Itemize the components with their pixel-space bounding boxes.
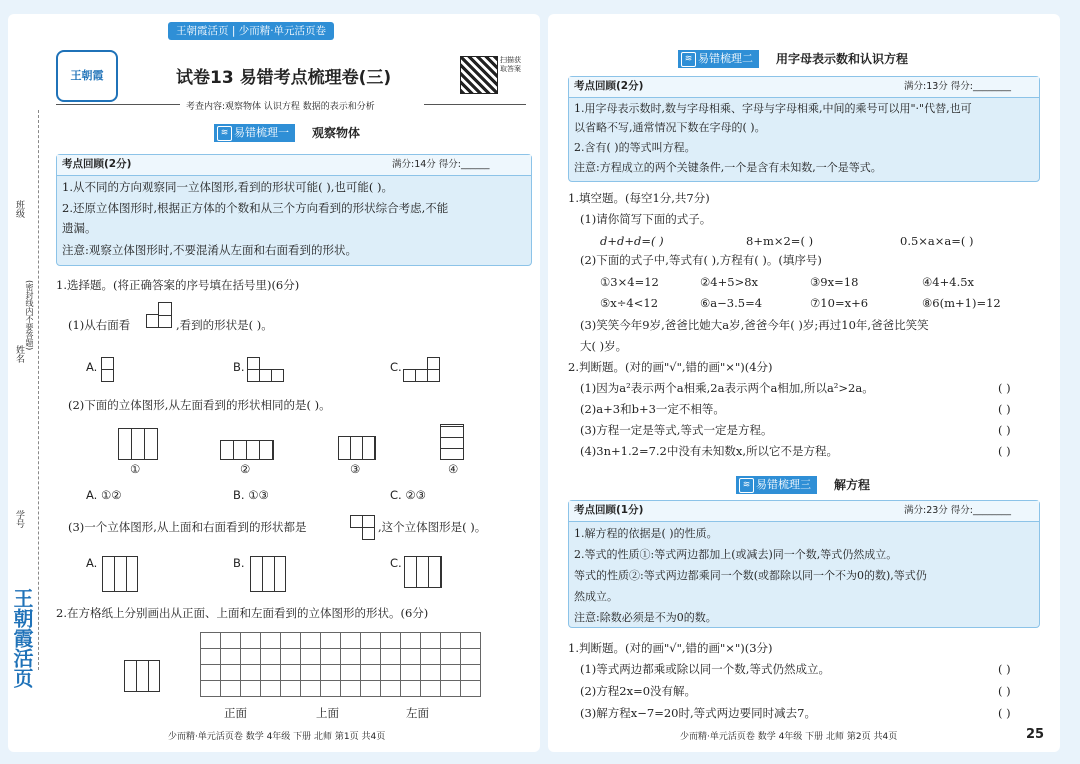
q1-1-figure-cube xyxy=(158,302,172,316)
qr-code-icon xyxy=(460,56,498,94)
judge2-answer-2[interactable]: ( ) xyxy=(998,684,1011,698)
review1-head: 考点回顾(2分) xyxy=(62,158,132,170)
header-banner: 王朝霞活页 | 少而精·单元活页卷 xyxy=(168,22,334,40)
eq-6: ⑥a−3.5=4 xyxy=(700,296,763,310)
left-footer: 少而精·单元活页卷 数学 4年级 下册 北师 第1页 共4页 xyxy=(168,732,386,742)
right-footer: 少而精·单元活页卷 数学 4年级 下册 北师 第2页 共4页 xyxy=(680,732,898,742)
question-1-1b: ,看到的形状是( )。 xyxy=(176,318,273,332)
section3-tag xyxy=(736,476,817,494)
drawing-grid[interactable] xyxy=(200,632,481,697)
side-label-name: 姓名 xyxy=(14,345,24,363)
review3-line-2: 2.等式的性质①:等式两边都加上(或减去)同一个数,等式仍然成立。 xyxy=(574,548,898,561)
review-box-3 xyxy=(568,500,1040,628)
review1-line-3: 遗漏。 xyxy=(62,221,97,235)
judge2-item-3: (3)解方程x−7=20时,等式两边要同时减去7。 xyxy=(580,706,816,720)
brand-vertical: 王朝霞活页 xyxy=(10,588,34,688)
review3-note: 注意:除数必须是不为0的数。 xyxy=(574,611,717,624)
question-1: 1.选择题。(将正确答案的序号填在括号里)(6分) xyxy=(56,278,300,292)
subtitle: 考查内容:观察物体 认识方程 数据的表示和分析 xyxy=(186,102,375,112)
fill-1-item-2[interactable]: 8+m×2=( ) xyxy=(746,234,814,248)
q2-figure xyxy=(124,660,160,692)
q1-2-option-c[interactable]: C. ②③ xyxy=(390,488,426,502)
q1-3-option-b[interactable]: B. xyxy=(233,556,245,570)
review1-line-2: 2.还原立体图形时,根据正方体的个数和从三个方向看到的形状综合考虑,不能 xyxy=(62,201,449,215)
judge2-answer-1[interactable]: ( ) xyxy=(998,662,1011,676)
review1-note: 注意:观察立体图形时,不要混淆从左面和右面看到的形状。 xyxy=(62,243,358,257)
review3-line-1: 1.解方程的依据是( )的性质。 xyxy=(574,527,718,540)
section3-title: 解方程 xyxy=(834,478,871,492)
fill-3b: 大( )岁。 xyxy=(580,339,628,353)
logo-text: 王朝霞 xyxy=(70,69,104,82)
section2-icon: ≋ xyxy=(681,52,696,67)
subtitle-line-right xyxy=(424,104,526,105)
review3-line-3: 等式的性质②:等式两边都乘同一个数(或都除以同一个不为0的数),等式仍 xyxy=(574,569,927,582)
review3-head: 考点回顾(1分) xyxy=(574,504,644,516)
fill-3: (3)笑笑今年9岁,爸爸比她大a岁,爸爸今年( )岁;再过10年,爸爸比笑笑 xyxy=(580,318,929,332)
eq-5: ⑤x÷4<12 xyxy=(600,296,659,310)
q1-2-option-a[interactable]: A. ①② xyxy=(86,488,122,502)
eq-8: ⑧6(m+1)=12 xyxy=(922,296,1001,310)
review2-note: 注意:方程成立的两个关键条件,一个是含有未知数,一个是等式。 xyxy=(574,161,882,174)
fill-title: 1.填空题。(每空1分,共7分) xyxy=(568,191,710,205)
judge-title: 2.判断题。(对的画"√",错的画"×")(4分) xyxy=(568,360,773,374)
q1-1-option-a[interactable]: A. xyxy=(86,360,98,374)
q1-1-figure-cube xyxy=(158,314,172,328)
question-1-1: (1)从右面看 xyxy=(68,318,131,332)
eq-3: ③9x=18 xyxy=(810,275,859,289)
eq-2: ②4+5>8x xyxy=(700,275,759,289)
section3-icon: ≋ xyxy=(739,478,754,493)
judge-answer-1[interactable]: ( ) xyxy=(998,381,1011,395)
subtitle-line-left xyxy=(56,104,180,105)
grid-label-left: 左面 xyxy=(406,706,429,720)
q1-3-shape xyxy=(362,527,375,540)
fill-1-item-3[interactable]: 0.5×a×a=( ) xyxy=(900,234,974,248)
section2-title: 用字母表示数和认识方程 xyxy=(776,52,909,66)
eq-4: ④4+4.5x xyxy=(922,275,975,289)
q1-3-b-figure xyxy=(250,556,286,592)
section3-tag-label: 易错梳理三 xyxy=(756,478,811,491)
q1-2-figure-2 xyxy=(220,440,274,460)
section1-title: 观察物体 xyxy=(312,126,361,140)
judge-answer-2[interactable]: ( ) xyxy=(998,402,1011,416)
fill-2: (2)下面的式子中,等式有( ),方程有( )。(填序号) xyxy=(580,253,822,267)
q1-2-label-4: ④ xyxy=(448,462,459,476)
q1-3-option-c[interactable]: C. xyxy=(390,556,402,570)
q1-2-label-2: ② xyxy=(240,462,251,476)
review2-head: 考点回顾(2分) xyxy=(574,80,644,92)
question-2: 2.在方格纸上分别画出从正面、上面和左面看到的立体图形的形状。(6分) xyxy=(56,606,429,620)
binding-line xyxy=(38,110,39,670)
q1-1-a-shape xyxy=(101,369,114,382)
section2-tag-label: 易错梳理二 xyxy=(698,52,753,65)
question-1-2: (2)下面的立体图形,从左面看到的形状相同的是( )。 xyxy=(68,398,331,412)
judge-item-1: (1)因为a²表示两个a相乘,2a表示两个a相加,所以a²>2a。 xyxy=(580,381,874,395)
fill-1: (1)请你简写下面的式子。 xyxy=(580,212,712,226)
section1-icon: ≋ xyxy=(217,126,232,141)
logo-badge xyxy=(56,50,118,102)
review2-score: 满分:13分 得分:________ xyxy=(904,81,1012,92)
judge-item-4: (4)3n+1.2=7.2中没有未知数x,所以它不是方程。 xyxy=(580,444,839,458)
q1-2-option-b[interactable]: B. ①③ xyxy=(233,488,269,502)
q1-2-figure-4 xyxy=(440,424,464,460)
judge2-item-1: (1)等式两边都乘或除以同一个数,等式仍然成立。 xyxy=(580,662,830,676)
judge-answer-3[interactable]: ( ) xyxy=(998,423,1011,437)
q1-3-c-figure xyxy=(404,556,442,588)
side-label-number: 学号 xyxy=(14,510,24,528)
section1-tag-label: 易错梳理一 xyxy=(234,126,289,139)
review2-line-2: 以省略不写,通常情况下数在字母的( )。 xyxy=(574,121,766,134)
q1-1-b-shape xyxy=(271,369,284,382)
review1-score: 满分:14分 得分:______ xyxy=(392,159,490,170)
judge-item-3: (3)方程一定是等式,等式一定是方程。 xyxy=(580,423,773,437)
side-note: (密封线内不要答题) xyxy=(25,280,34,351)
paper-title: 试卷13 易错考点梳理卷(三) xyxy=(176,68,392,88)
review2-line-3: 2.含有( )的等式叫方程。 xyxy=(574,141,696,154)
q1-2-figure-1 xyxy=(118,428,158,460)
q1-1-option-c[interactable]: C. xyxy=(390,360,402,374)
side-label-class: 班级 xyxy=(14,200,24,218)
q1-3-a-figure xyxy=(102,556,138,592)
judge2-answer-3[interactable]: ( ) xyxy=(998,706,1011,720)
fill-1-item-1[interactable]: d+d+d=( ) xyxy=(600,234,664,248)
review2-line-1: 1.用字母表示数时,数与字母相乘、字母与字母相乘,中间的乘号可以用"·"代替,也可 xyxy=(574,102,972,115)
section1-tag xyxy=(214,124,295,142)
q1-2-label-1: ① xyxy=(130,462,141,476)
q1-1-c-shape xyxy=(427,369,440,382)
grid-label-front: 正面 xyxy=(224,706,247,720)
judge2-title: 1.判断题。(对的画"√",错的画"×")(3分) xyxy=(568,641,773,655)
q1-1-option-b[interactable]: B. xyxy=(233,360,245,374)
section2-tag xyxy=(678,50,759,68)
review1-line-1: 1.从不同的方向观察同一立体图形,看到的形状可能( ),也可能( )。 xyxy=(62,180,394,194)
eq-7: ⑦10=x+6 xyxy=(810,296,869,310)
grid-label-top: 上面 xyxy=(316,706,339,720)
eq-1: ①3×4=12 xyxy=(600,275,659,289)
judge2-item-2: (2)方程2x=0没有解。 xyxy=(580,684,697,698)
review3-line-4: 然成立。 xyxy=(574,590,618,603)
review3-score: 满分:23分 得分:________ xyxy=(904,505,1012,516)
q1-3-option-a[interactable]: A. xyxy=(86,556,98,570)
q1-2-label-3: ③ xyxy=(350,462,361,476)
question-1-3: (3)一个立体图形,从上面和右面看到的形状都是 xyxy=(68,520,307,534)
judge-item-2: (2)a+3和b+3一定不相等。 xyxy=(580,402,725,416)
question-1-3b: ,这个立体图形是( )。 xyxy=(378,520,487,534)
judge-answer-4[interactable]: ( ) xyxy=(998,444,1011,458)
qr-label: 扫描获取答案 xyxy=(500,56,521,73)
q1-2-figure-3 xyxy=(338,436,376,460)
page-number: 25 xyxy=(1026,727,1045,742)
